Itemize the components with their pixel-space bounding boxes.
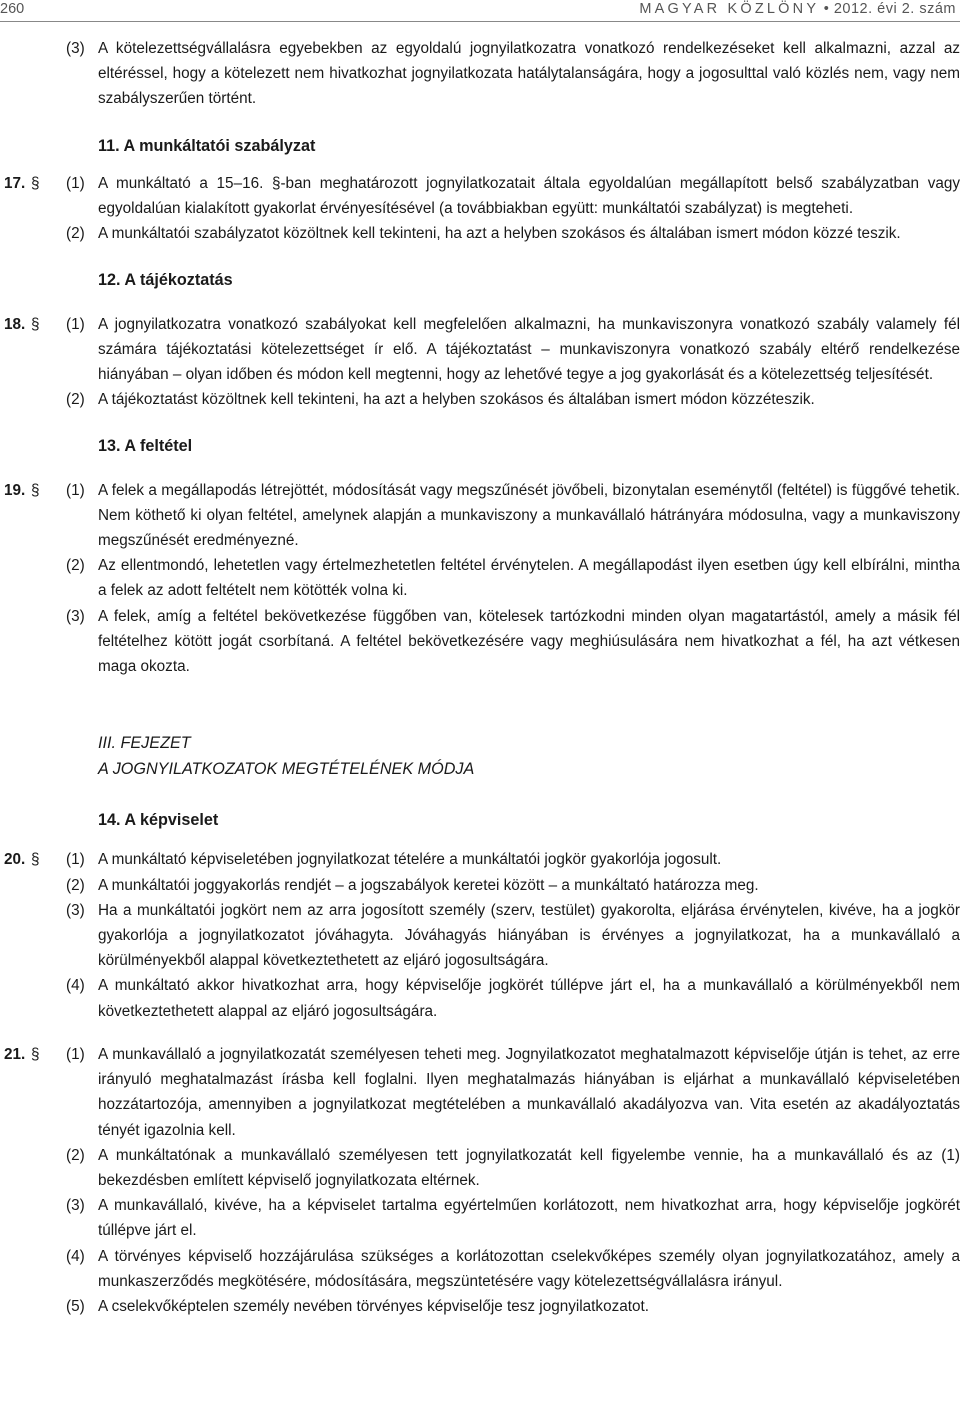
- running-head: [639, 1, 956, 17]
- page-header: [0, 0, 960, 20]
- header-rule: [0, 21, 960, 22]
- paragraph: [0, 604, 960, 680]
- journal-title: MAGYAR KÖZLÖNY: [639, 1, 820, 17]
- paragraph-text: A kötelezettségvállalásra egyebekben az egyoldalú jognyilatkozatra vonatkozó rendelkezéseket kell alkalmazni, azzal az eltéréssel, hogy a kötelezett nem hivatkozhat jognyilatkozata hatálytalanságára, hogy a jogosulttal való közlés nem, vagy nem szabályszerűen történt.: [98, 40, 960, 108]
- paragraph: [0, 1143, 960, 1193]
- paragraph: [0, 553, 960, 603]
- section-heading: 13. A feltétel: [98, 437, 193, 456]
- paragraph-text: A törvényes képviselő hozzájárulása szükséges a korlátozottan cselekvőképes személy olyan jognyilatkozatához, amely a munkaszerződés megkötésére, módosítására, megszüntetésére vagy kötelezettségvállalásra irányul.: [98, 1247, 960, 1290]
- paragraph: [0, 1193, 960, 1243]
- paragraph-text: A tájékoztatást közöltnek kell tekinteni, ha azt a helyben szokásos és általában ismert módon közzéteszik.: [98, 391, 815, 409]
- paragraph-number: (2): [66, 225, 85, 243]
- chapter-number: III. FEJEZET: [98, 734, 191, 753]
- paragraph: [0, 221, 960, 246]
- paragraph: [0, 478, 960, 554]
- section-sign: §: [31, 315, 40, 333]
- section-number: 19.: [4, 481, 26, 499]
- paragraph-text: A munkáltató képviseletében jognyilatkozat tételére a munkáltatói jogkör gyakorlója jogosult.: [98, 851, 722, 869]
- paragraph: [0, 1244, 960, 1294]
- paragraph-number: (1): [66, 481, 85, 499]
- section-sign: §: [31, 481, 40, 499]
- paragraph-text: A munkavállaló, kivéve, ha a képviselet tartalma egyértelműen korlátozott, nem hivatkozhat arra, hogy képviselője jogkörét túllépve járt el.: [98, 1197, 960, 1240]
- section-heading: 11. A munkáltatói szabályzat: [98, 136, 316, 155]
- paragraph-text: A munkáltató akkor hivatkozhat arra, hogy képviselője jogkörét túllépve járt el, ha a munkavállaló a körülményekből nem következtethetett alappal az eljáró jogosultságára.: [98, 977, 960, 1020]
- section-number: 21.: [4, 1045, 26, 1063]
- paragraph-text: Ha a munkáltatói jogkört nem az arra jogosított személy (szerv, testület) gyakorolta, eljárása érvénytelen, kivéve, ha a jogkör gyakorlója a jognyilatkozatot jóváhagyta. Jóváhagyás hiányában is érvényes a jognyilatkozat, ha a munkavállaló a körülményekből alappal következtethetett az eljáró jogosultságára.: [98, 901, 960, 970]
- paragraph-number: (2): [66, 557, 85, 575]
- paragraph-text: A munkáltatói szabályzatot közöltnek kell tekinteni, ha azt a helyben szokásos és általában ismert módon közzé teszik.: [98, 225, 901, 243]
- paragraph: [0, 847, 960, 872]
- paragraph: [0, 898, 960, 974]
- paragraph: [0, 973, 960, 1023]
- paragraph-number: (2): [66, 876, 85, 894]
- section-17: [0, 171, 960, 247]
- paragraph-number: (3): [66, 1197, 85, 1215]
- paragraph-number: (1): [66, 851, 85, 869]
- section-21: [0, 1042, 960, 1319]
- section-sign: §: [31, 174, 40, 192]
- paragraph: [0, 1294, 960, 1319]
- paragraph-text: Az ellentmondó, lehetetlen vagy értelmezhetetlen feltétel érvénytelen. A megállapodást ilyen esetben úgy kell elbírálni, mintha a felek az adott feltételt nem kötötték volna ki.: [98, 557, 960, 600]
- paragraph-number: (1): [66, 315, 85, 333]
- paragraph-text: A munkáltató a 15–16. §-ban meghatározott jognyilatkozatait általa egyoldalúan megállapított belső szabályzatban vagy egyoldalúan kialakított gyakorlat érvényesítésével (a továbbiakban együtt: munkáltatói szabályzat) is megteheti.: [98, 174, 960, 218]
- paragraph-number: (2): [66, 391, 85, 409]
- section-number: 18.: [4, 315, 26, 333]
- section-18: [0, 312, 960, 413]
- section-sign: §: [31, 1045, 40, 1063]
- paragraph-text: A felek, amíg a feltétel bekövetkezése függőben van, kötelesek tartózkodni minden olyan magatartástól, amely a másik fél feltételhez kötött jogát csorbítaná. A feltétel bekövetkezésére vagy meghiúsulására nem hivatkozhat a fél, ha azt vétkesen maga okozta.: [98, 607, 960, 676]
- paragraph-text: A munkáltatónak a munkavállaló személyesen tett jognyilatkozatát kell figyelembe vennie, ha a munkavállaló és az (1) bekezdésben említett képviselő jognyilatkozata eltérnek.: [98, 1146, 960, 1189]
- section-sign: §: [31, 851, 40, 869]
- paragraph-number: (3): [66, 901, 85, 919]
- paragraph: [0, 36, 960, 112]
- section-number: 20.: [4, 851, 26, 869]
- chapter-title: A JOGNYILATKOZATOK MEGTÉTELÉNEK MÓDJA: [98, 759, 475, 778]
- section-19: [0, 478, 960, 680]
- paragraph-number: (1): [66, 174, 85, 192]
- section-heading: 12. A tájékoztatás: [98, 271, 233, 290]
- paragraph: [0, 312, 960, 388]
- paragraph: [0, 171, 960, 221]
- paragraph-number: (3): [66, 607, 85, 625]
- paragraph-number: (1): [66, 1045, 85, 1063]
- paragraph-text: A munkavállaló a jognyilatkozatát személyesen teheti meg. Jognyilatkozatot meghatalmazott képviselője útján is tehet, az erre irányuló meghatalmazást írásba kell foglalni. Ilyen meghatalmazás hiányában is eljárhat a munkavállaló képviseletében hozzátartozója, amennyiben a jognyilatkozat megtételében a munkavállaló akadályozva van. Vita esetén az akadályoztatás tényét igazolnia kell.: [98, 1045, 960, 1139]
- paragraph-number: (3): [66, 40, 85, 57]
- paragraph-text: A cselekvőképtelen személy nevében törvényes képviselője tesz jognyilatkozatot.: [98, 1297, 649, 1315]
- paragraph-text: A felek a megállapodás létrejöttét, módosítását vagy megszűnését jövőbeli, bizonytalan eseménytől (feltétel) is függővé tehetik. Nem köthető ki olyan feltétel, amelynek alapján a munkaviszony a munkavállaló hátrányára módosulna, vagy a munkaviszony megszűnését eredményezné.: [98, 481, 960, 550]
- paragraph-number: (2): [66, 1146, 85, 1164]
- bullet-icon: •: [823, 1, 830, 17]
- paragraph-text: A munkáltatói joggyakorlás rendjét – a jogszabályok keretei között – a munkáltató határozza meg.: [98, 876, 759, 894]
- paragraph: [0, 873, 960, 898]
- paragraph-text: A jognyilatkozatra vonatkozó szabályokat kell megfelelően alkalmazni, ha munkaviszonyra vonatkozó szabály valamely fél számára tájékoztatási kötelezettséget ír elő. A tájékoztatást – munkaviszonyra vonatkozó szabály eltérő rendelkezése hiányában – olyan időben és módon kell megtenni, hogy az lehetővé tegye a jog gyakorlását és a kötelezettség teljesítését.: [98, 315, 960, 384]
- section-number: 17.: [4, 174, 26, 192]
- paragraph-number: (5): [66, 1297, 85, 1315]
- section-heading: 14. A képviselet: [98, 811, 219, 830]
- issue-label: 2012. évi 2. szám: [833, 1, 956, 17]
- section-20: [0, 847, 960, 1023]
- paragraph-number: (4): [66, 977, 85, 995]
- paragraph: [0, 1042, 960, 1143]
- document-body: [0, 36, 960, 1319]
- page-number: 260: [0, 1, 25, 17]
- paragraph-number: (4): [66, 1247, 85, 1265]
- paragraph: [0, 387, 960, 412]
